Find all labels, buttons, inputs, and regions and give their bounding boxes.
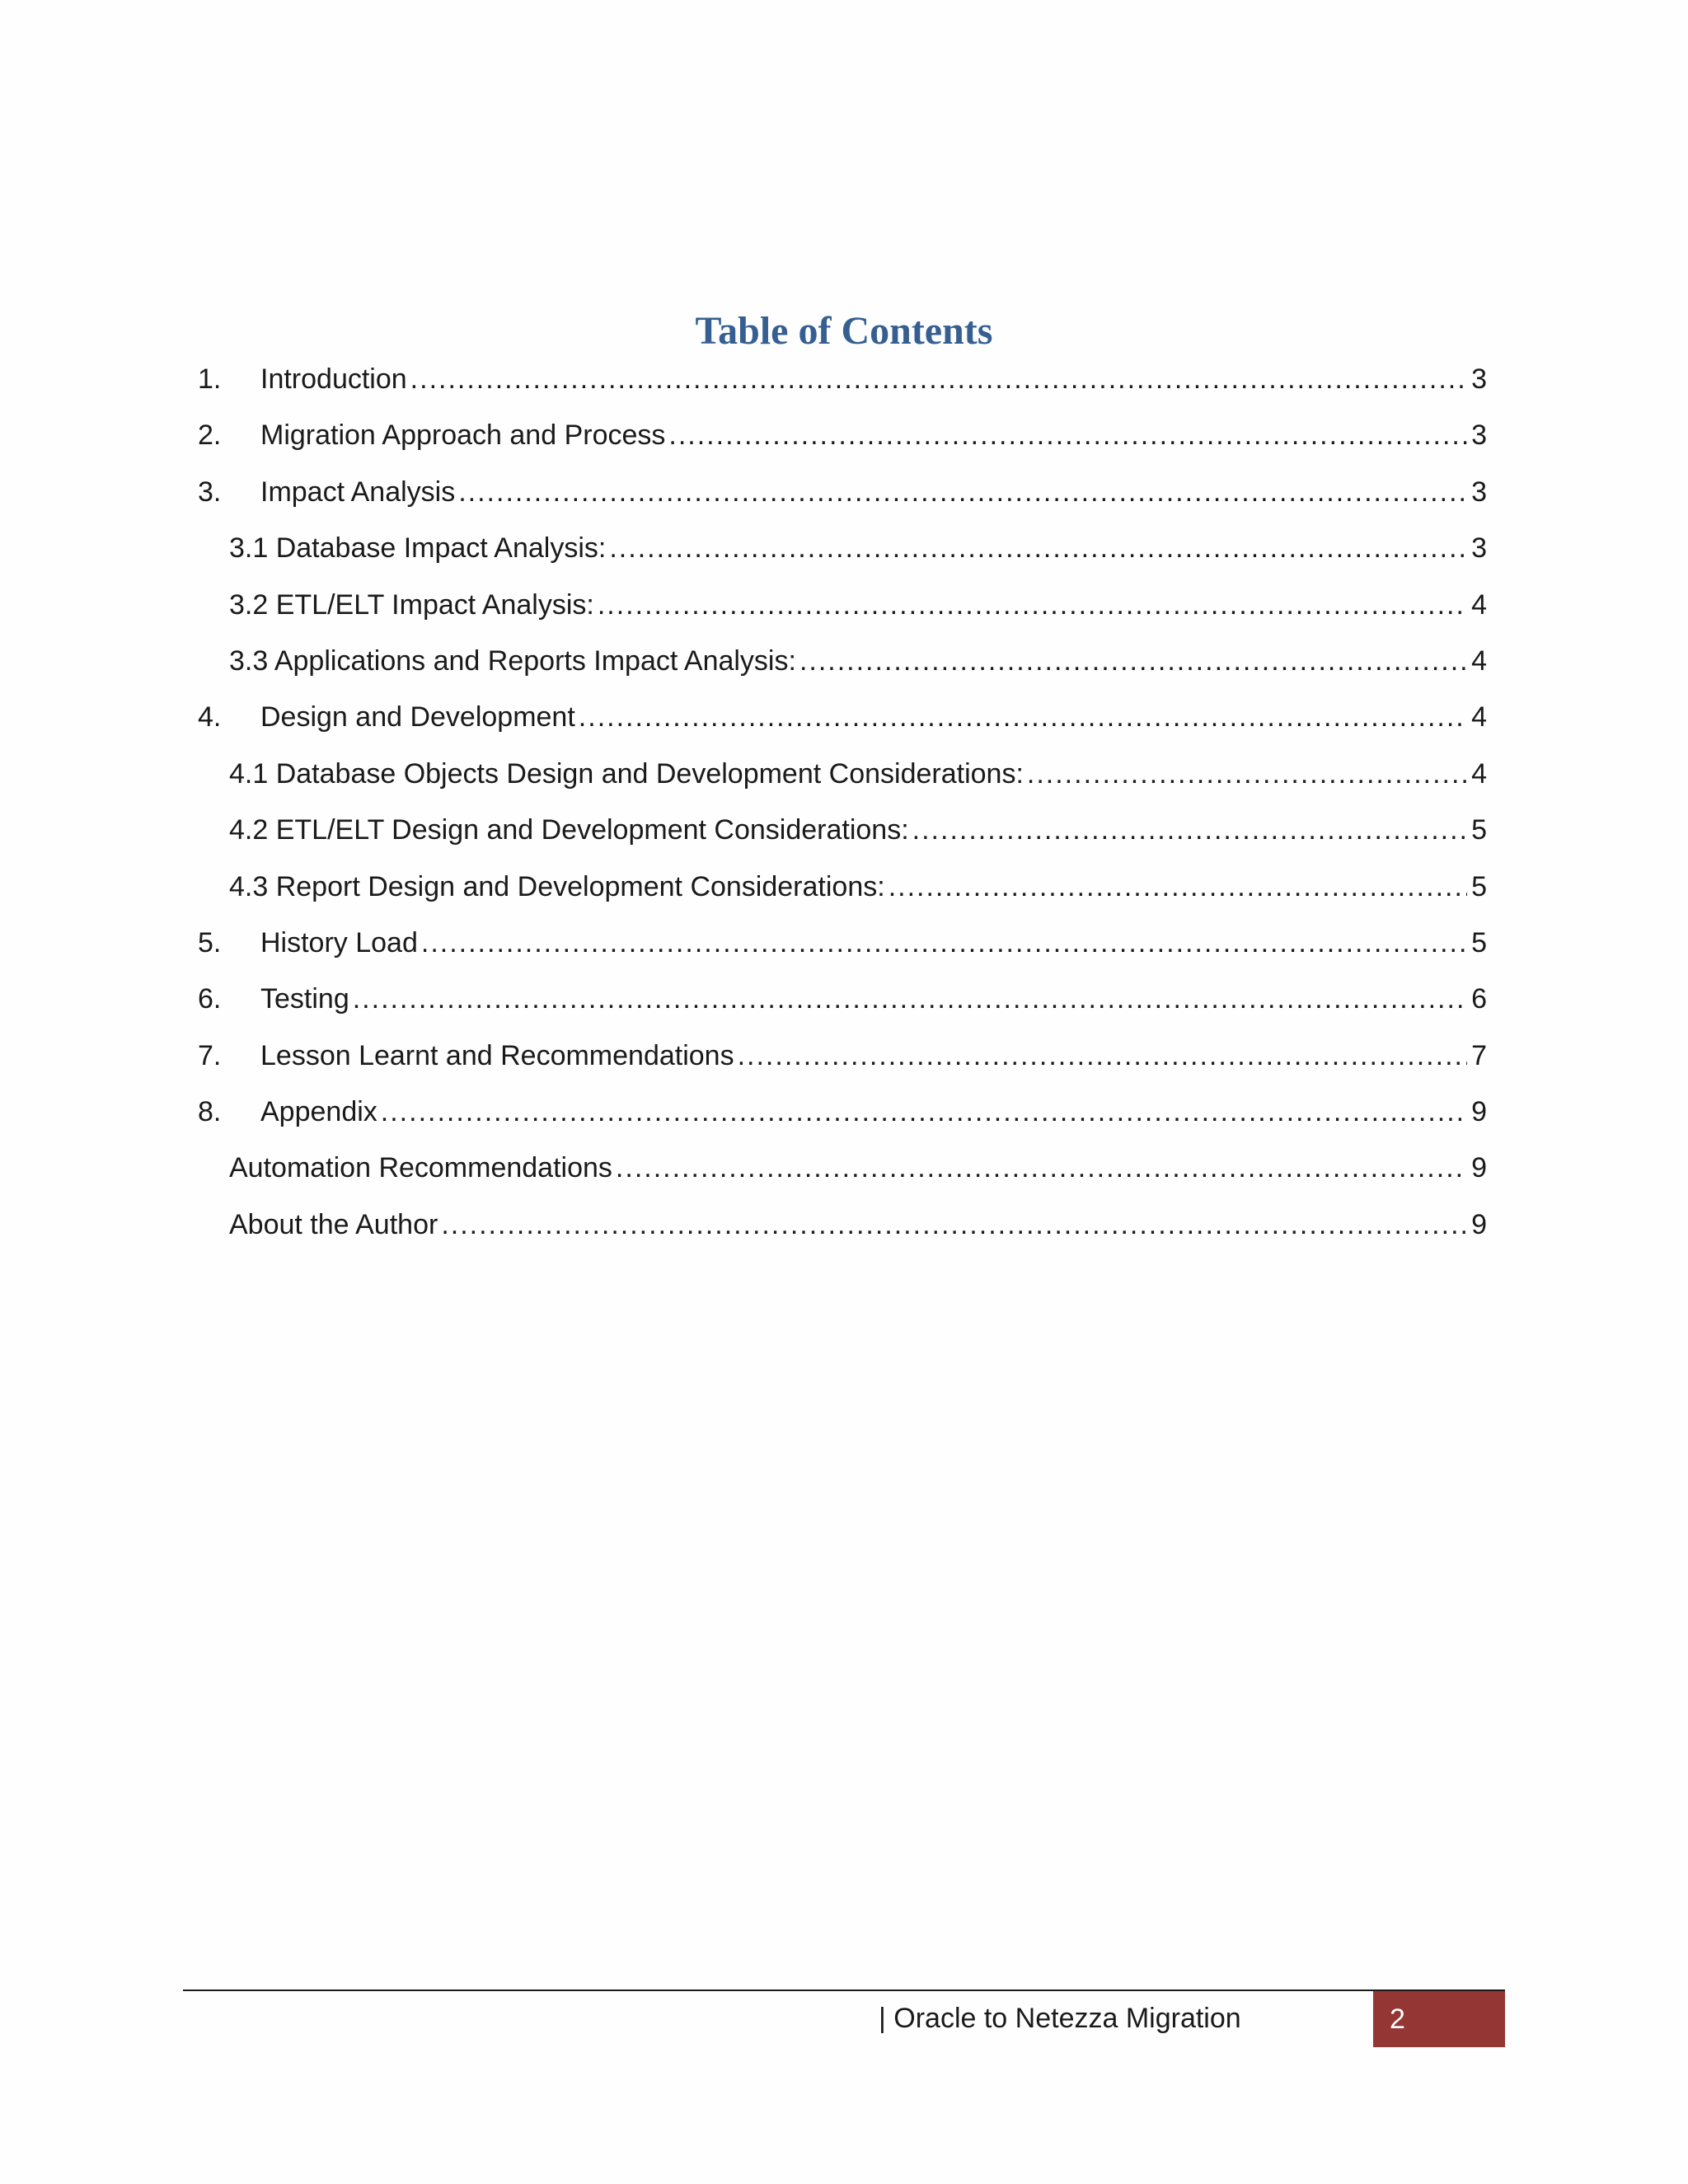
toc-entry-number: 7. [198,1039,222,1071]
toc-entry-label: Testing [260,983,349,1015]
toc-entry-label: Migration Approach and Process [260,419,666,452]
toc-entry-label: Automation Recommendations [229,1152,612,1184]
toc-entry-label: 4.3 Report Design and Development Considerations: [229,870,885,902]
toc-subentry[interactable] [198,865,1487,921]
toc-entry-label: Design and Development [260,701,575,733]
toc-subentry[interactable] [198,1146,1487,1202]
toc-entry-label: 3.3 Applications and Reports Impact Analysis: [229,644,796,677]
toc-entry[interactable] [198,1090,1487,1146]
toc-entry-page: 3 [1471,363,1487,395]
dot-leader [668,414,1467,457]
dot-leader [609,527,1467,569]
toc-entry[interactable] [198,471,1487,527]
toc-subentry[interactable] [198,808,1487,865]
toc-entry-page: 5 [1471,926,1487,958]
toc-subentry[interactable] [198,1203,1487,1259]
footer-divider [183,1990,1505,1991]
dot-leader [579,696,1467,738]
toc-entry-page: 4 [1471,588,1487,621]
toc-entry-label: Impact Analysis [260,476,456,508]
toc-entry-label: 3.1 Database Impact Analysis: [229,532,607,565]
toc-entry[interactable] [198,1034,1487,1090]
dot-leader [912,808,1467,851]
toc-entry-page: 3 [1471,476,1487,508]
toc-entry-page: 9 [1471,1208,1487,1240]
dot-leader [458,471,1467,513]
toc-entry-number: 8. [198,1096,222,1128]
toc-entry-label: History Load [260,926,418,958]
toc-entry-page: 5 [1471,814,1487,846]
toc-entry[interactable] [198,358,1487,414]
footer-document-title: | Oracle to Netezza Migration [879,2003,1241,2034]
toc-entry-label: Introduction [260,363,407,395]
dot-leader [421,921,1467,964]
toc-entry-page: 3 [1471,532,1487,565]
toc-entry-page: 9 [1471,1096,1487,1128]
toc-entry-number: 3. [198,476,222,508]
dot-leader [598,583,1467,626]
toc-entry-number: 6. [198,983,222,1015]
toc-entry[interactable] [198,921,1487,977]
toc-entry-number: 2. [198,419,222,452]
toc-entry-number: 4. [198,701,222,733]
toc-subentry[interactable] [198,752,1487,808]
toc-entry-page: 4 [1471,701,1487,733]
dot-leader [410,358,1467,401]
toc-entry-page: 7 [1471,1039,1487,1071]
toc-entry-page: 9 [1471,1152,1487,1184]
page-number-badge: 2 [1373,1991,1505,2047]
toc-entry-number: 1. [198,363,222,395]
toc-entry-label: Lesson Learnt and Recommendations [260,1039,734,1071]
toc-entry-page: 3 [1471,419,1487,452]
dot-leader [353,977,1467,1020]
toc-list [198,358,1487,1259]
toc-entry-page: 5 [1471,870,1487,902]
toc-entry-label: 3.2 ETL/ELT Impact Analysis: [229,588,594,621]
toc-entry[interactable] [198,414,1487,470]
toc-subentry[interactable] [198,640,1487,696]
toc-entry-page: 4 [1471,757,1487,790]
toc-entry[interactable] [198,696,1487,752]
toc-subentry[interactable] [198,527,1487,583]
dot-leader [889,865,1467,908]
toc-entry-label: Appendix [260,1096,377,1128]
toc-entry-label: 4.2 ETL/ELT Design and Development Considerations: [229,814,909,846]
toc-entry-number: 5. [198,926,222,958]
toc-entry[interactable] [198,977,1487,1033]
toc-entry-page: 4 [1471,644,1487,677]
dot-leader [381,1090,1467,1133]
toc-entry-label: 4.1 Database Objects Design and Development Considerations: [229,757,1024,790]
toc-entry-label: About the Author [229,1208,438,1240]
dot-leader [616,1146,1467,1189]
toc-subentry[interactable] [198,583,1487,640]
dot-leader [1027,752,1467,795]
dot-leader [799,640,1467,682]
toc-title: Table of Contents [695,309,993,353]
toc-entry-page: 6 [1471,983,1487,1015]
dot-leader [738,1034,1467,1077]
dot-leader [441,1203,1467,1246]
